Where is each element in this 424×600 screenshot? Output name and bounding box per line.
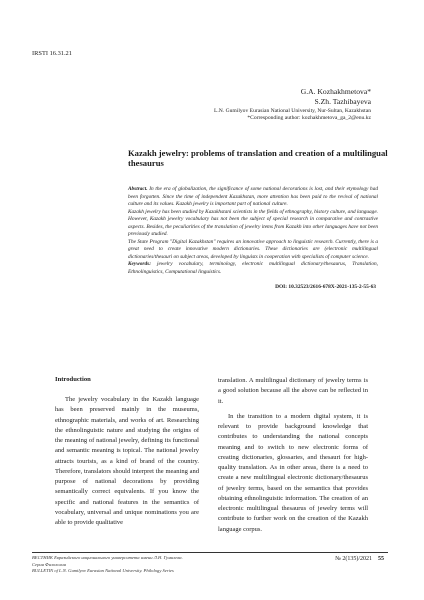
footer-line: BULLETIN of L.N. Gumilyov Eurasian National University. Philology Series xyxy=(32,568,174,574)
abstract-paragraph xyxy=(128,186,378,209)
author-name: S.Zh. Tazhibayeva xyxy=(314,96,371,106)
keywords xyxy=(128,261,378,276)
affiliation: L.N. Gumilyov Eurasian National University, Nur-Sultan, Kazakhstan xyxy=(213,108,371,114)
abstract-label: Abstract. xyxy=(128,186,148,192)
affiliation-block xyxy=(214,108,371,122)
body-paragraph: The jewelry vocabulary in the Kazakh language has been preserved mainly in the museums, ethnographic materials, and works of art. Researching the ethnolinguistic nature and studying the origins of the meaning of national jewelry, defining its functional and semantic meaning is topical. The national jewelry attracts tourists, as a kind of brand of the country. Therefore, translators should interpret the meaning and purpose of national decorations by providing semantically correct equivalents. If you know the specific and national features in the semantics of vocabulary, universal and unique nominations you are able to provide qualitative xyxy=(55,396,199,526)
abstract-paragraph: The State Program "Digital Kazakhstan" requires an innovative approach to linguistic research. Currently, there is a great need to create innovative modern dictionaries. These dictionaries are (electronic multilingual dictionaries/thesauri on subject areas, developed by linguists in cooperation with specialists of computer science. xyxy=(128,238,378,260)
section-heading: Introduction xyxy=(55,376,91,383)
footer-line: ВЕСТНИК Евразийского национального университета имени Л.Н. Гумилева. xyxy=(32,555,183,560)
keywords-label: Keywords: xyxy=(128,261,151,268)
body-column-right xyxy=(218,376,368,540)
abstract-paragraph: Kazakh jewelry has been studied by Kazakhstani scientists in the fields of ethnography, history culture, and language. However, Kazakh jewelry vocabulary has not been the subject of special research in comparative and contrastive aspects. Besides, the peculiarities of the translation of jewelry items from Kazakh into other languages have not been previously studied. xyxy=(128,208,378,238)
doi: DOI: 10.32523/2616-678X-2021-135-2-55-63 xyxy=(275,284,376,290)
body-column-left xyxy=(55,395,199,533)
author-name: G.A. Kozhakhmetova* xyxy=(300,87,371,96)
journal-footer xyxy=(32,555,183,575)
keywords-text: jewelry vocabulary, terminology, electronic multilingual dictionary/thesaurus, Translation, Ethnolinguistics, Computational linguistics. xyxy=(128,261,378,276)
page-number: 55 xyxy=(378,556,384,562)
abstract-block xyxy=(128,186,378,277)
authors-block xyxy=(301,87,371,106)
issue-number: № 2(135)/2021 xyxy=(335,556,372,562)
abstract-text: In the era of globalization, the significance of some national decorations is lost, and their etymology had been forgotten. Since the time of independent Kazakhstan, more attention has been paid to the revival of national culture and its values. Kazakh jewelry is important part of national culture. xyxy=(128,186,378,208)
irsti-code: IRSTI 16.31.21 xyxy=(32,50,72,57)
article-title: Kazakh jewelry: problems of translation and creation of a multilingual thesaurus xyxy=(128,148,388,168)
issue-info xyxy=(335,556,384,562)
footer-line: Серия Филология xyxy=(32,561,66,567)
footer-divider xyxy=(32,552,388,553)
corresponding-author: *Corresponding author: kozhakhmetova_ga_2@enu.kz xyxy=(247,115,371,121)
body-paragraph: translation. A multilingual dictionary of jewelry terms is a good solution because all the above can be reflected in it. xyxy=(218,377,368,405)
body-paragraph: In the transition to a modern digital system, it is relevant to provide background knowledge that contributes to understanding the national concepts meaning and to switch to new electronic forms of creating dictionaries, glossaries, and thesauri for high-quality translation. As in other areas, there is a need to create a new multilingual electronic dictionary/thesaurus of jewelry terms, based on the semantics that provides obtaining ethnolinguistic information. The creation of an electronic multilingual thesaurus of jewelry terms will contribute to further work on the creation of the Kazakh language corpus. xyxy=(218,412,368,533)
